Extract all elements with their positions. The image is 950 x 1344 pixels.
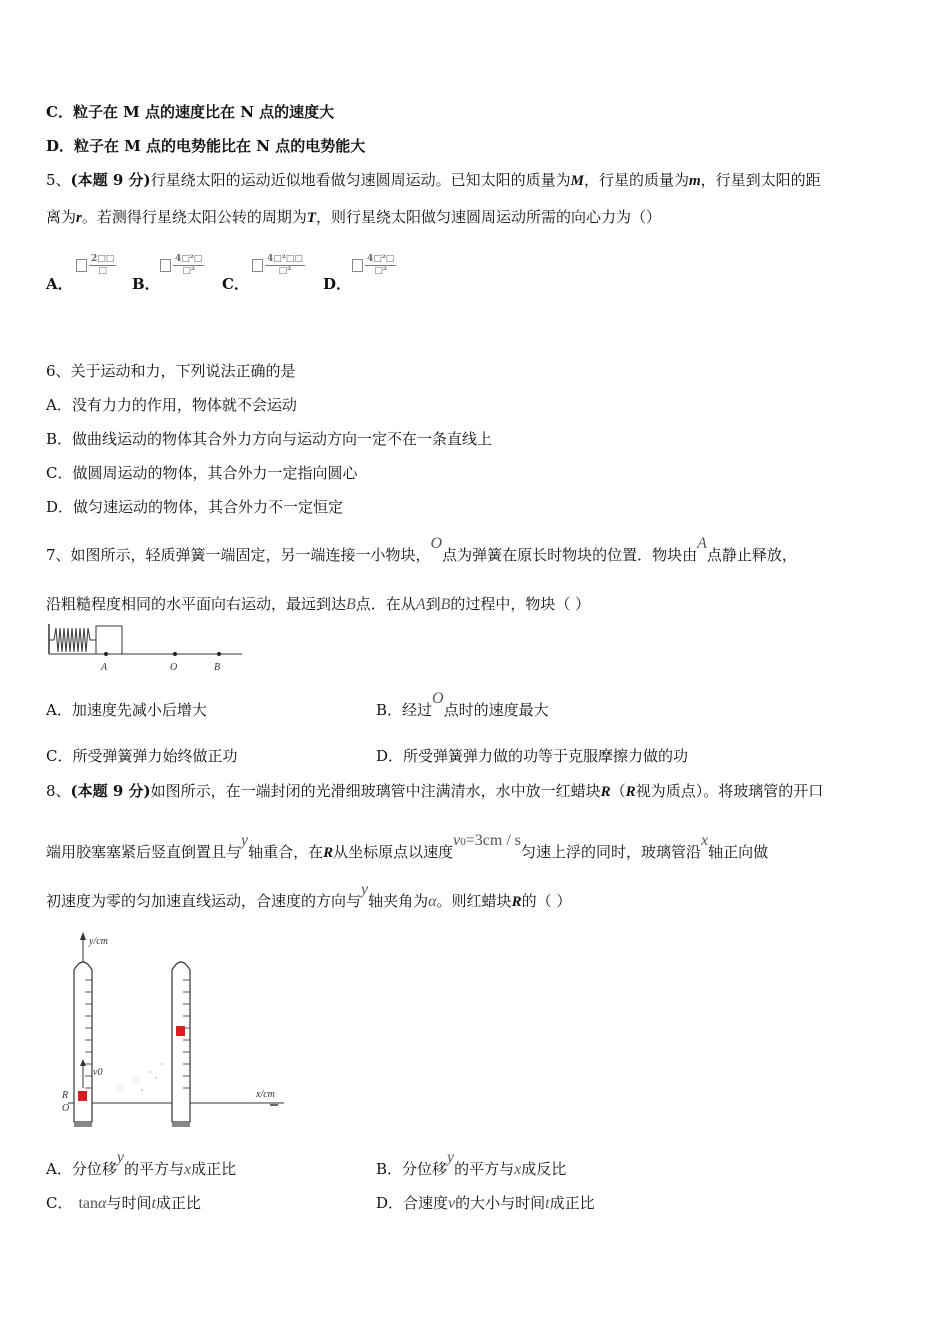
q6-option-b: B．做曲线运动的物体其合外力方向与运动方向一定不在一条直线上 bbox=[46, 430, 493, 448]
q5-option-a-formula: $\frac{2□□}{□}$ bbox=[76, 254, 116, 277]
q5-option-b-label: B． bbox=[132, 275, 160, 293]
q8-option-a: A．分位移y的平方与x成正比 bbox=[46, 1149, 237, 1178]
v0-label: v0 bbox=[93, 1067, 103, 1078]
q8-stem-line1: 8、(本题 9 分)如图所示，在一端封闭的光滑细玻璃管中注满清水，水中放一红蜡块R（R视为质点）。将玻璃管的开口 bbox=[46, 782, 824, 800]
r-label: R bbox=[62, 1090, 69, 1101]
q8-stem-line2: 端用胶塞塞紧后竖直倒置且与y轴重合，在R从坐标原点以速度v0=3cm / s匀速上浮的同时，玻璃管沿x轴正向做 bbox=[46, 832, 769, 861]
wax-block-2 bbox=[176, 1026, 185, 1036]
spring bbox=[49, 628, 96, 652]
q8-tube-figure bbox=[58, 928, 290, 1133]
q7-option-d: D．所受弹簧弹力做的功等于克服摩擦力做的功 bbox=[376, 747, 689, 765]
q7-option-b: B．经过O点时的速度最大 bbox=[376, 690, 549, 719]
q5-option-a-label: A． bbox=[46, 275, 73, 293]
tube-2 bbox=[172, 962, 190, 1122]
q8-stem-line3: 初速度为零的匀加速直线运动，合速度的方向与y轴夹角为α。则红蜡块R的（ ） bbox=[46, 881, 572, 910]
q5-stem-line1: 5、(本题 9 分)行星绕太阳的运动近似地看做匀速圆周运动。已知太阳的质量为M，行星的质量为m，行星到太阳的距 bbox=[46, 171, 821, 189]
y-axis-label: y/cm bbox=[89, 936, 108, 947]
q5-option-b-formula: $\frac{\text{4□²□}}{\text{□²}}$ bbox=[160, 254, 204, 277]
point-a bbox=[104, 652, 108, 656]
point-o bbox=[173, 652, 177, 656]
trajectory-dots bbox=[119, 1063, 163, 1091]
q7-spring-figure bbox=[46, 620, 246, 676]
q5-option-c-label: C． bbox=[222, 275, 249, 293]
q7-option-c: C．所受弹簧弹力始终做正功 bbox=[46, 747, 238, 765]
q5-option-c-formula: $\frac{\text{4□²□□}}{\text{□²}}$ bbox=[252, 254, 305, 277]
q6-option-c: C．做圆周运动的物体，其合外力一定指向圆心 bbox=[46, 464, 358, 482]
wax-block-1 bbox=[78, 1091, 87, 1101]
o-label: O bbox=[62, 1103, 70, 1114]
tube-2-stopper bbox=[172, 1122, 190, 1127]
q7-stem-line1: 7、如图所示，轻质弹簧一端固定，另一端连接一小物块，O点为弹簧在原长时物块的位置．物块由A点静止释放， bbox=[46, 535, 797, 564]
label-a: A bbox=[101, 662, 108, 673]
label-b: B bbox=[214, 662, 221, 673]
q5-stem-line2: 离为r。若测得行星绕太阳公转的周期为T，则行星绕太阳做匀速圆周运动所需的向心力为（） bbox=[46, 208, 662, 226]
q7-option-a: A．加速度先减小后增大 bbox=[46, 701, 207, 719]
label-o: O bbox=[170, 662, 178, 673]
x-axis-label: x/cm bbox=[256, 1089, 275, 1100]
q4-option-d: D．粒子在 M 点的电势能比在 N 点的电势能大 bbox=[46, 137, 366, 155]
q5-option-d-formula: $\frac{\text{4□²□}}{\text{□²}}$ bbox=[352, 254, 396, 277]
point-b bbox=[217, 652, 221, 656]
q8-option-c: C． tanα与时间t成正比 bbox=[46, 1194, 201, 1212]
q5-option-d-label: D． bbox=[323, 275, 352, 293]
q6-stem: 6、关于运动和力，下列说法正确的是 bbox=[46, 362, 296, 380]
tube-1-stopper bbox=[74, 1122, 92, 1127]
q6-option-a: A．没有力力的作用，物体就不会运动 bbox=[46, 396, 297, 414]
y-axis-arrow bbox=[80, 932, 86, 940]
q8-option-d: D．合速度v的大小与时间t成正比 bbox=[376, 1194, 595, 1212]
q7-stem-line2: 沿粗糙程度相同的水平面向右运动，最远到达B点．在从A到B的过程中，物块（ ） bbox=[46, 595, 591, 613]
q8-option-b: B．分位移y的平方与x成反比 bbox=[376, 1149, 567, 1178]
block bbox=[96, 626, 122, 654]
q4-option-c: C．粒子在 M 点的速度比在 N 点的速度大 bbox=[46, 103, 335, 121]
q6-option-d: D．做匀速运动的物体，其合外力不一定恒定 bbox=[46, 498, 344, 516]
